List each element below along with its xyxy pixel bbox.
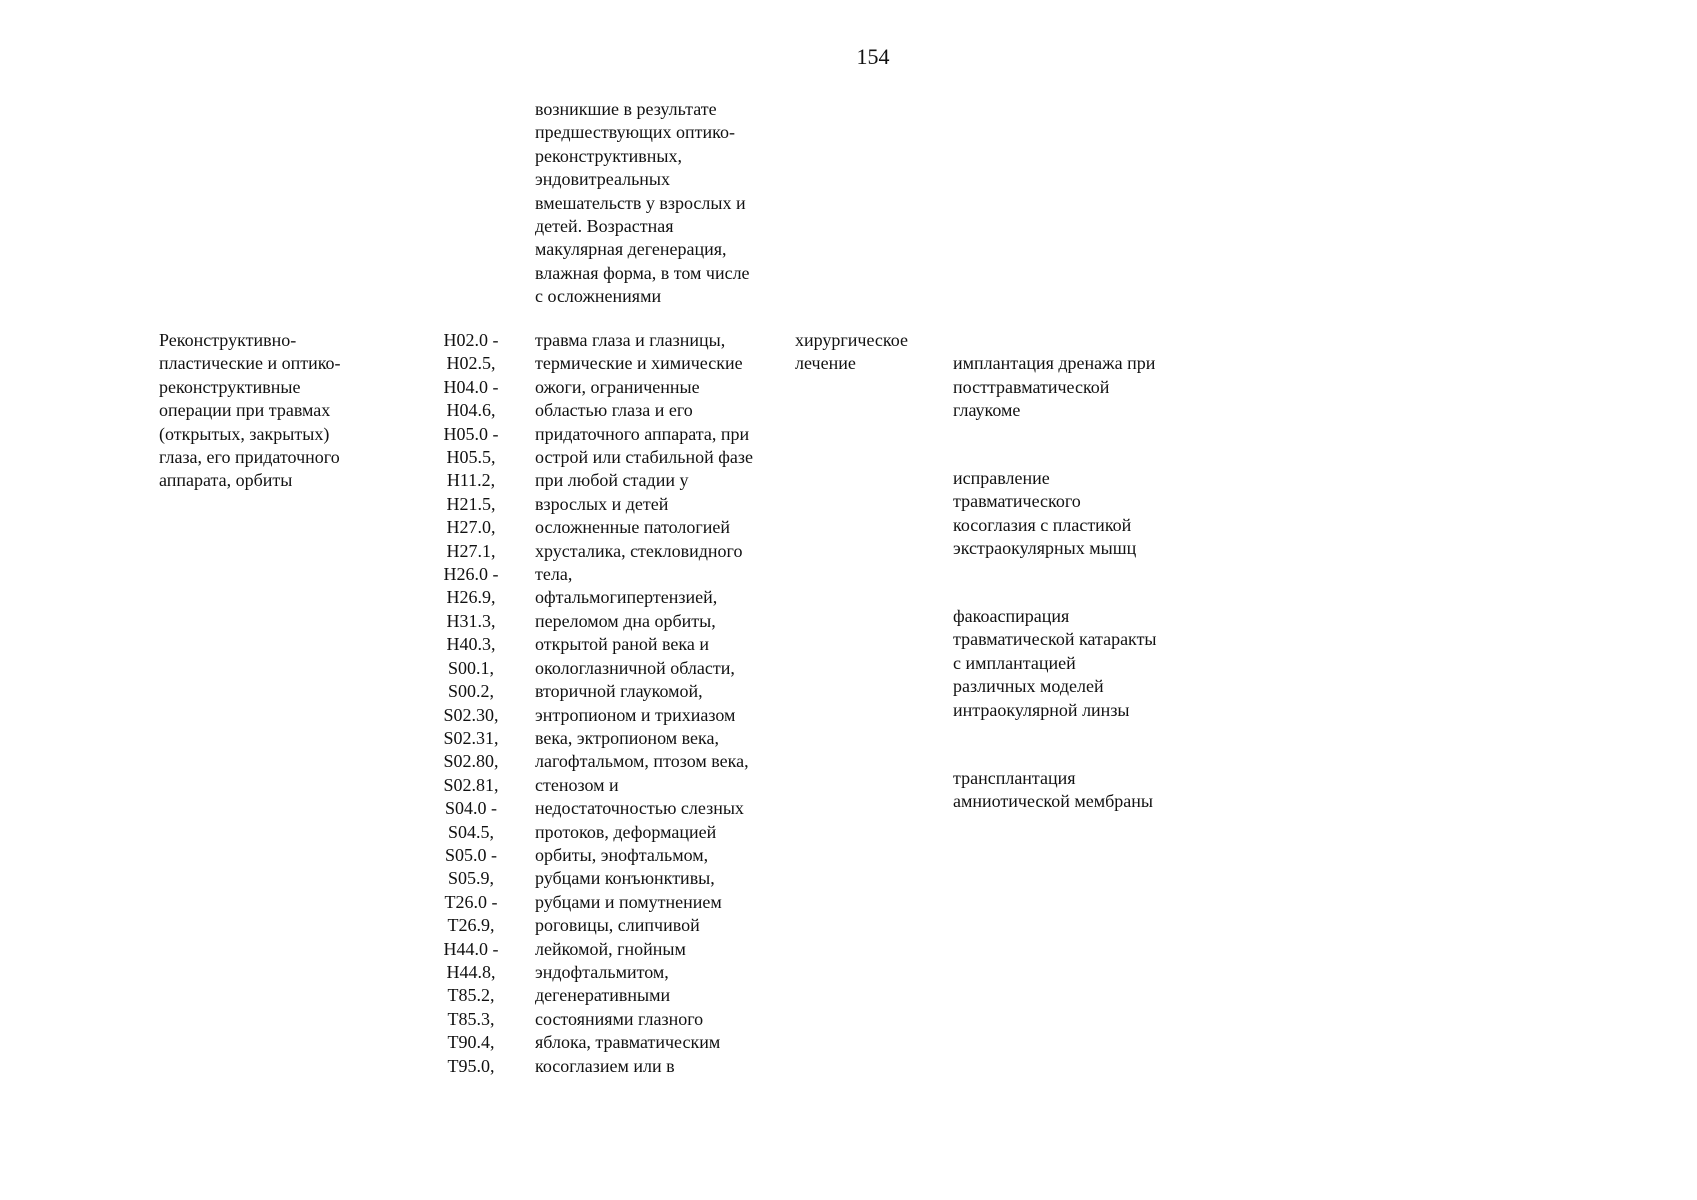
treatment-method: исправление травматического косоглазия с пластикой экстраокулярных мышц — [953, 468, 1137, 559]
treatment-method: трансплантация амниотической мембраны — [953, 767, 1153, 811]
procedure-name-cell: Реконструктивно- пластические и оптико- реконструктивные операции при травмах (открытых, закрытых) глаза, его придаточного аппарата, орбиты — [159, 330, 341, 491]
icd-codes-cell: H02.0 - H02.5, H04.0 - H04.6, H05.0 - H05.5, H11.2, H21.5, H27.0, H27.1, H26.0 - H26.9, H31.3, H40.3, S00.1, S00.2, S02.30, S02.31, S02.80, S02.81, S04.0 - S04.5, S05.0 - S05.9, T26.0 - T26.9, H44.0 - H44.8, T85.2, T85.3, T90.4, T95.0, — [443, 330, 499, 1076]
treatment-type-cell: хирургическое лечение — [795, 330, 908, 374]
treatment-method: факоаспирация травматической катаракты с имплантацией различных моделей интраокулярной линзы — [953, 606, 1157, 720]
continued-description-cell: возникшие в результате предшествующих оптико- реконструктивных, эндовитреальных вмешательств у взрослых и детей. Возрастная макулярная дегенерация, влажная форма, в том числе с осложнениями — [535, 99, 750, 307]
treatment-methods-cell — [953, 329, 1243, 858]
page-number: 154 — [856, 44, 890, 69]
patient-model-cell: травма глаза и глазницы, термические и химические ожоги, ограниченные областью глаза и его придаточного аппарата, при острой или стабильной фазе при любой стадии у взрослых и детей осложненные патологией хрусталика, стекловидного тела, офтальмогипертензией, переломом дна орбиты, открытой раной века и окологлазничной области, вторичной глаукомой, энтропионом и трихиазом века, эктропионом века, лагофтальмом, птозом века, стенозом и недостаточностью слезных протоков, деформацией орбиты, энофтальмом, рубцами конъюнктивы, рубцами и помутнением роговицы, слипчивой лейкомой, гнойным эндофтальмитом, дегенеративными состояниями глазного яблока, травматическим косоглазием или в — [535, 330, 753, 1076]
treatment-method: имплантация дренажа при посттравматической глаукоме — [953, 353, 1156, 421]
